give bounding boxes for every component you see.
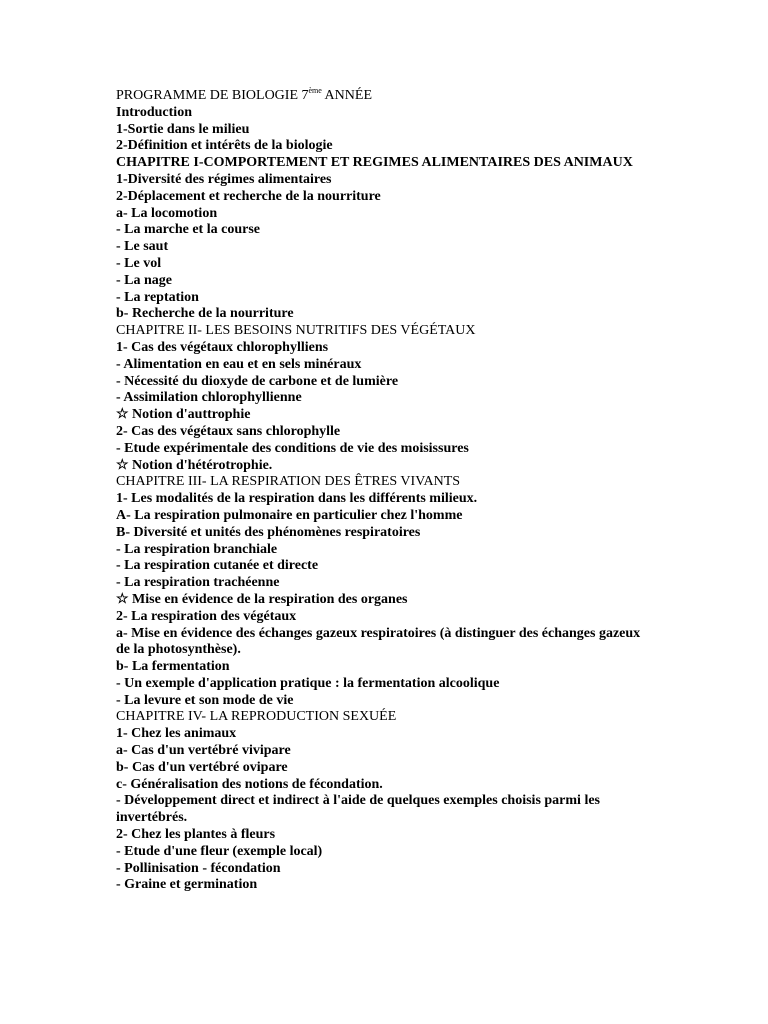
syllabus-item: - Etude expérimentale des conditions de vie des moisissures <box>116 440 469 456</box>
syllabus-item: - La levure et son mode de vie <box>116 692 294 708</box>
syllabus-item: ☆ Notion d'auttrophie <box>116 407 251 423</box>
title-suffix: ANNÉE <box>321 88 372 103</box>
title-superscript: ème <box>308 86 322 95</box>
syllabus-item: B- Diversité et unités des phénomènes respiratoires <box>116 524 421 540</box>
syllabus-item: - Développement direct et indirect à l'aide de quelques exemples choisis parmi les invertébrés. <box>116 793 600 826</box>
syllabus-item: - La respiration branchiale <box>116 541 278 557</box>
syllabus-item: 2-Définition et intérêts de la biologie <box>116 138 333 154</box>
syllabus-item: - La nage <box>116 272 172 288</box>
syllabus-item: 1- Chez les animaux <box>116 726 237 742</box>
syllabus-item: - Nécessité du dioxyde de carbone et de lumière <box>116 373 399 389</box>
document-title <box>116 88 656 105</box>
syllabus-item: - Assimilation chlorophyllienne <box>116 390 302 406</box>
syllabus-item: b- Cas d'un vertébré ovipare <box>116 759 288 775</box>
syllabus-item: - Le saut <box>116 239 169 255</box>
syllabus-item: - Pollinisation - fécondation <box>116 860 281 876</box>
syllabus-item: 1- Cas des végétaux chlorophylliens <box>116 339 329 355</box>
syllabus-item: Introduction <box>116 104 192 120</box>
chapter-heading: CHAPITRE II- LES BESOINS NUTRITIFS DES VÉGÉTAUX <box>116 323 476 339</box>
title-prefix: PROGRAMME DE BIOLOGIE 7 <box>116 88 309 103</box>
syllabus-item: 2- Chez les plantes à fleurs <box>116 827 276 843</box>
syllabus-item: 1-Diversité des régimes alimentaires <box>116 171 332 187</box>
syllabus-item: b- Recherche de la nourriture <box>116 306 294 322</box>
syllabus-item: - La marche et la course <box>116 222 260 238</box>
document-body <box>116 88 656 894</box>
syllabus-item: c- Généralisation des notions de fécondation. <box>116 776 383 792</box>
syllabus-item: 1-Sortie dans le milieu <box>116 121 250 137</box>
chapter-heading: CHAPITRE IV- LA REPRODUCTION SEXUÉE <box>116 709 397 725</box>
syllabus-item: b- La fermentation <box>116 659 230 675</box>
chapter-heading: CHAPITRE I-COMPORTEMENT ET REGIMES ALIMENTAIRES DES ANIMAUX <box>116 155 633 171</box>
syllabus-item: - La respiration trachéenne <box>116 575 280 591</box>
document-lines <box>116 105 656 894</box>
syllabus-item: - Le vol <box>116 255 162 271</box>
syllabus-item: - Graine et germination <box>116 877 258 893</box>
syllabus-item: ☆ Notion d'hétérotrophie. <box>116 457 273 473</box>
syllabus-item: a- La locomotion <box>116 205 218 221</box>
chapter-heading: CHAPITRE III- LA RESPIRATION DES ÊTRES VIVANTS <box>116 474 461 490</box>
syllabus-item: 2- Cas des végétaux sans chlorophylle <box>116 423 341 439</box>
syllabus-item: A- La respiration pulmonaire en particulier chez l'homme <box>116 507 463 523</box>
syllabus-item: 2- La respiration des végétaux <box>116 608 297 624</box>
syllabus-item: 2-Déplacement et recherche de la nourriture <box>116 188 381 204</box>
syllabus-item: ☆ Mise en évidence de la respiration des organes <box>116 591 408 607</box>
syllabus-item: - Etude d'une fleur (exemple local) <box>116 843 323 859</box>
syllabus-item: - Alimentation en eau et en sels minéraux <box>116 356 362 372</box>
syllabus-item: a- Mise en évidence des échanges gazeux respiratoires (à distinguer des échanges gazeux de la photosynthèse). <box>116 625 641 658</box>
syllabus-item: a- Cas d'un vertébré vivipare <box>116 743 291 759</box>
syllabus-item: 1- Les modalités de la respiration dans les différents milieux. <box>116 491 478 507</box>
syllabus-item: - Un exemple d'application pratique : la fermentation alcoolique <box>116 675 500 691</box>
syllabus-item: - La respiration cutanée et directe <box>116 558 319 574</box>
syllabus-item: - La reptation <box>116 289 199 305</box>
